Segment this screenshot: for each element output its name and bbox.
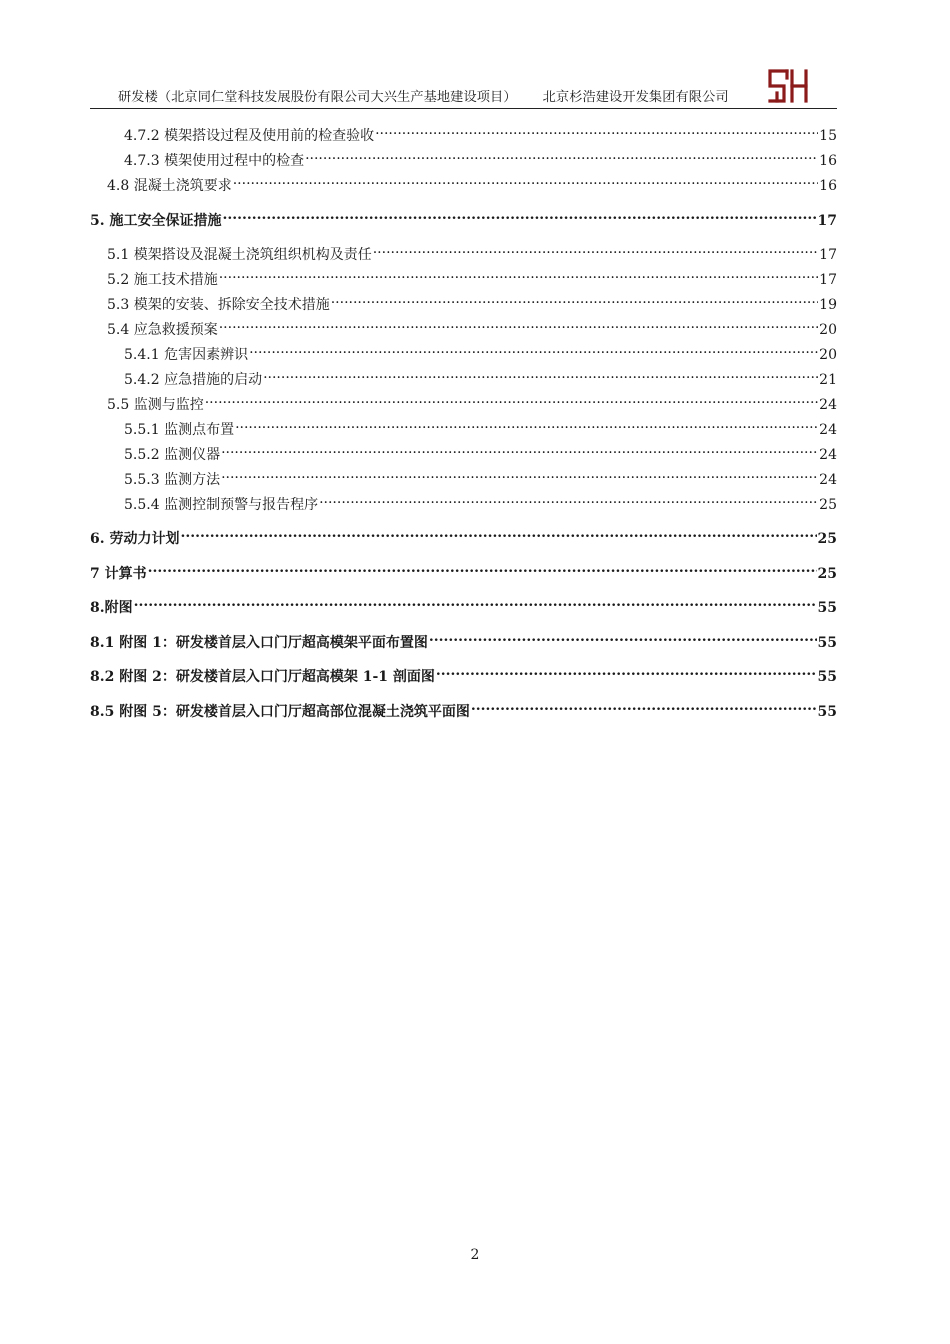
toc-entry[interactable] — [90, 314, 837, 338]
toc-dot-leader — [235, 414, 818, 434]
toc-dot-leader — [221, 464, 818, 484]
toc-entry-title: 5.4 应急救援预案 — [107, 322, 218, 338]
toc-entry[interactable] — [90, 145, 837, 169]
toc-entry[interactable] — [90, 661, 837, 685]
toc-entry-page: 20 — [819, 347, 837, 363]
toc-dot-leader — [305, 145, 818, 165]
toc-dot-leader — [375, 120, 818, 140]
toc-entry[interactable] — [90, 592, 837, 616]
toc-entry[interactable] — [90, 439, 837, 463]
toc-dot-leader — [205, 389, 818, 409]
page-number: 2 — [470, 1247, 480, 1263]
toc-entry-title: 4.7.3 模架使用过程中的检查 — [124, 153, 305, 169]
toc-entry-page: 20 — [819, 322, 837, 338]
toc-entry-page: 25 — [819, 497, 837, 513]
toc-entry-title: 5.4.1 危害因素辨识 — [124, 347, 249, 363]
toc-entry-title: 5. 施工安全保证措施 — [90, 213, 222, 229]
toc-entry-page: 24 — [819, 472, 837, 488]
toc-entry-page: 55 — [817, 704, 837, 720]
toc-entry[interactable] — [90, 264, 837, 288]
toc-entry-title: 8.附图 — [90, 600, 133, 616]
toc-entry-title: 8.5 附图 5：研发楼首层入口门厅超高部位混凝土浇筑平面图 — [90, 704, 470, 720]
toc-entry[interactable] — [90, 364, 837, 388]
toc-entry-page: 17 — [817, 213, 837, 229]
toc-entry-page: 17 — [819, 247, 837, 263]
toc-dot-leader — [219, 314, 818, 334]
toc-entry[interactable] — [90, 205, 837, 229]
toc-entry[interactable] — [90, 289, 837, 313]
toc-entry-page: 55 — [817, 669, 837, 685]
toc-dot-leader — [436, 661, 817, 681]
toc-entry[interactable] — [90, 414, 837, 438]
header-project: 研发楼（北京同仁堂科技发展股份有限公司大兴生产基地建设项目） — [118, 90, 517, 105]
toc-entry-page: 21 — [819, 372, 837, 388]
header-company: 北京杉浩建设开发集团有限公司 — [542, 90, 729, 105]
toc-entry[interactable] — [90, 696, 837, 720]
toc-entry-title: 5.5.4 监测控制预警与报告程序 — [124, 497, 319, 513]
toc-entry-title: 5.2 施工技术措施 — [107, 272, 218, 288]
toc-entry[interactable] — [90, 523, 837, 547]
toc-dot-leader — [148, 558, 817, 578]
toc-entry[interactable] — [90, 120, 837, 144]
header-text — [118, 86, 729, 105]
toc-dot-leader — [429, 627, 817, 647]
toc-entry[interactable] — [90, 339, 837, 363]
toc-dot-leader — [373, 239, 818, 259]
toc-entry-title: 4.7.2 模架搭设过程及使用前的检查验收 — [124, 128, 375, 144]
toc-entry-title: 5.5.1 监测点布置 — [124, 422, 235, 438]
toc-entry-page: 19 — [819, 297, 837, 313]
toc-dot-leader — [263, 364, 818, 384]
toc-dot-leader — [219, 264, 818, 284]
toc-entry[interactable] — [90, 627, 837, 651]
toc-entry-title: 8.1 附图 1：研发楼首层入口门厅超高模架平面布置图 — [90, 635, 428, 651]
toc-entry-page: 25 — [817, 566, 837, 582]
toc-dot-leader — [221, 439, 818, 459]
toc-entry-title: 7 计算书 — [90, 566, 147, 582]
toc-dot-leader — [331, 289, 818, 309]
toc-entry-page: 16 — [819, 178, 837, 194]
toc-entry[interactable] — [90, 239, 837, 263]
toc-dot-leader — [319, 489, 818, 509]
toc-dot-leader — [471, 696, 817, 716]
toc-entry-title: 5.3 模架的安装、拆除安全技术措施 — [107, 297, 330, 313]
toc-entry-page: 25 — [817, 531, 837, 547]
toc-entry-title: 4.8 混凝土浇筑要求 — [107, 178, 232, 194]
toc-dot-leader — [181, 523, 817, 543]
toc-entry-title: 6. 劳动力计划 — [90, 531, 180, 547]
toc-entry-page: 17 — [819, 272, 837, 288]
toc-entry-page: 24 — [819, 447, 837, 463]
toc-dot-leader — [249, 339, 818, 359]
toc-entry-page: 55 — [817, 635, 837, 651]
toc-dot-leader — [233, 170, 818, 190]
toc-entry-page: 15 — [819, 128, 837, 144]
toc-entry-page: 16 — [819, 153, 837, 169]
toc-entry-page: 24 — [819, 422, 837, 438]
toc-entry[interactable] — [90, 389, 837, 413]
company-logo-icon — [767, 68, 809, 104]
toc-dot-leader — [223, 205, 817, 225]
toc-entry-page: 24 — [819, 397, 837, 413]
page-header — [90, 64, 837, 109]
toc-entry[interactable] — [90, 170, 837, 194]
toc-dot-leader — [134, 592, 817, 612]
toc-entry[interactable] — [90, 489, 837, 513]
toc-entry-title: 5.5.3 监测方法 — [124, 472, 221, 488]
toc-entry-page: 55 — [817, 600, 837, 616]
toc-entry-title: 5.1 模架搭设及混凝土浇筑组织机构及责任 — [107, 247, 372, 263]
toc-entry[interactable] — [90, 464, 837, 488]
toc-entry-title: 5.5.2 监测仪器 — [124, 447, 221, 463]
toc-entry-title: 5.4.2 应急措施的启动 — [124, 372, 263, 388]
toc-entry-title: 8.2 附图 2：研发楼首层入口门厅超高模架 1-1 剖面图 — [90, 669, 435, 685]
toc-entry-title: 5.5 监测与监控 — [107, 397, 204, 413]
toc-entry[interactable] — [90, 558, 837, 582]
